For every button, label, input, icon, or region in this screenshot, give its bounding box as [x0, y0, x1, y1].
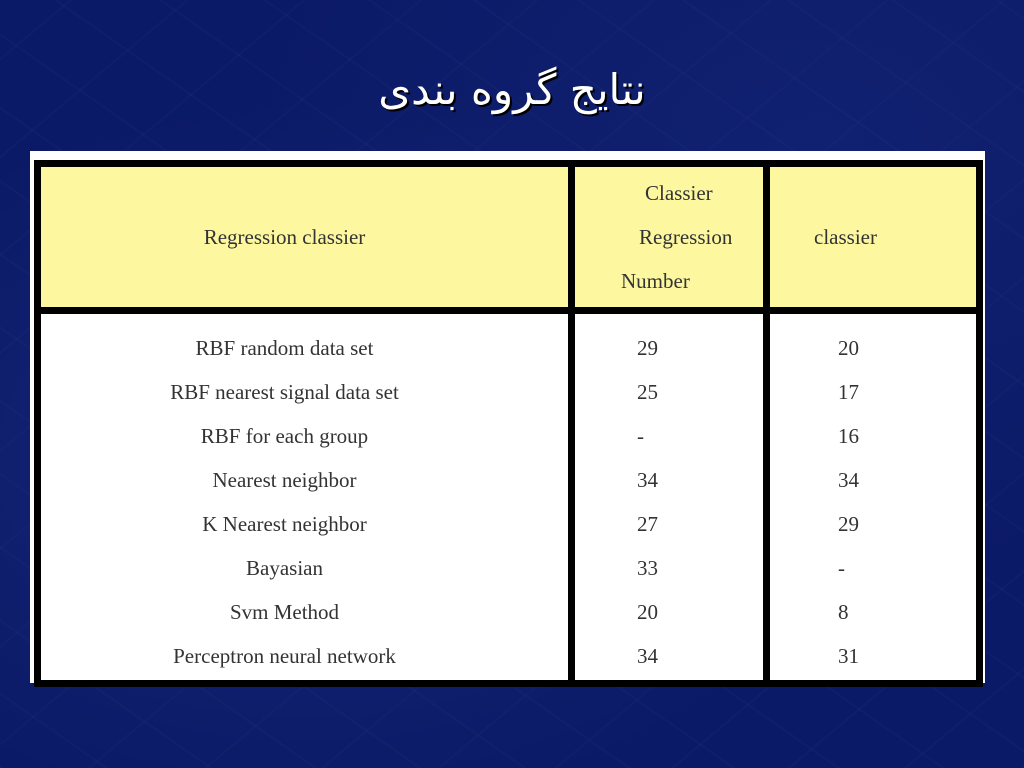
method-cell: Bayasian	[38, 546, 572, 590]
header-line-classier: Classier	[645, 181, 713, 205]
table-row	[38, 590, 980, 634]
regression-cell: 34	[572, 458, 767, 502]
regression-cell: 25	[572, 370, 767, 414]
regression-cell: -	[572, 414, 767, 458]
method-cell: RBF for each group	[38, 414, 572, 458]
table-row	[38, 502, 980, 546]
regression-cell: 27	[572, 502, 767, 546]
header-line-number: Number	[621, 269, 690, 293]
table-row	[38, 546, 980, 590]
table-row	[38, 458, 980, 502]
table-header-row	[38, 164, 980, 311]
classier-cell: 17	[767, 370, 980, 414]
classier-cell: 31	[767, 634, 980, 684]
classier-cell: 29	[767, 502, 980, 546]
classier-cell: 20	[767, 311, 980, 371]
classier-cell: 8	[767, 590, 980, 634]
method-cell: K Nearest neighbor	[38, 502, 572, 546]
table-row	[38, 370, 980, 414]
header-regression-number	[572, 164, 767, 311]
method-cell: Nearest neighbor	[38, 458, 572, 502]
header-line-regression: Regression	[639, 225, 733, 249]
results-table	[34, 160, 983, 687]
classier-cell: -	[767, 546, 980, 590]
slide-title: نتایج گروه بندی	[378, 65, 646, 114]
regression-cell: 34	[572, 634, 767, 684]
header-classier: classier	[767, 164, 980, 311]
header-method: Regression classier	[38, 164, 572, 311]
regression-cell: 29	[572, 311, 767, 371]
method-cell: Perceptron neural network	[38, 634, 572, 684]
method-cell: Svm Method	[38, 590, 572, 634]
classier-cell: 34	[767, 458, 980, 502]
method-cell: RBF random data set	[38, 311, 572, 371]
table-row	[38, 634, 980, 684]
table-row	[38, 311, 980, 371]
regression-cell: 20	[572, 590, 767, 634]
method-cell: RBF nearest signal data set	[38, 370, 572, 414]
table-row	[38, 414, 980, 458]
classier-cell: 16	[767, 414, 980, 458]
regression-cell: 33	[572, 546, 767, 590]
